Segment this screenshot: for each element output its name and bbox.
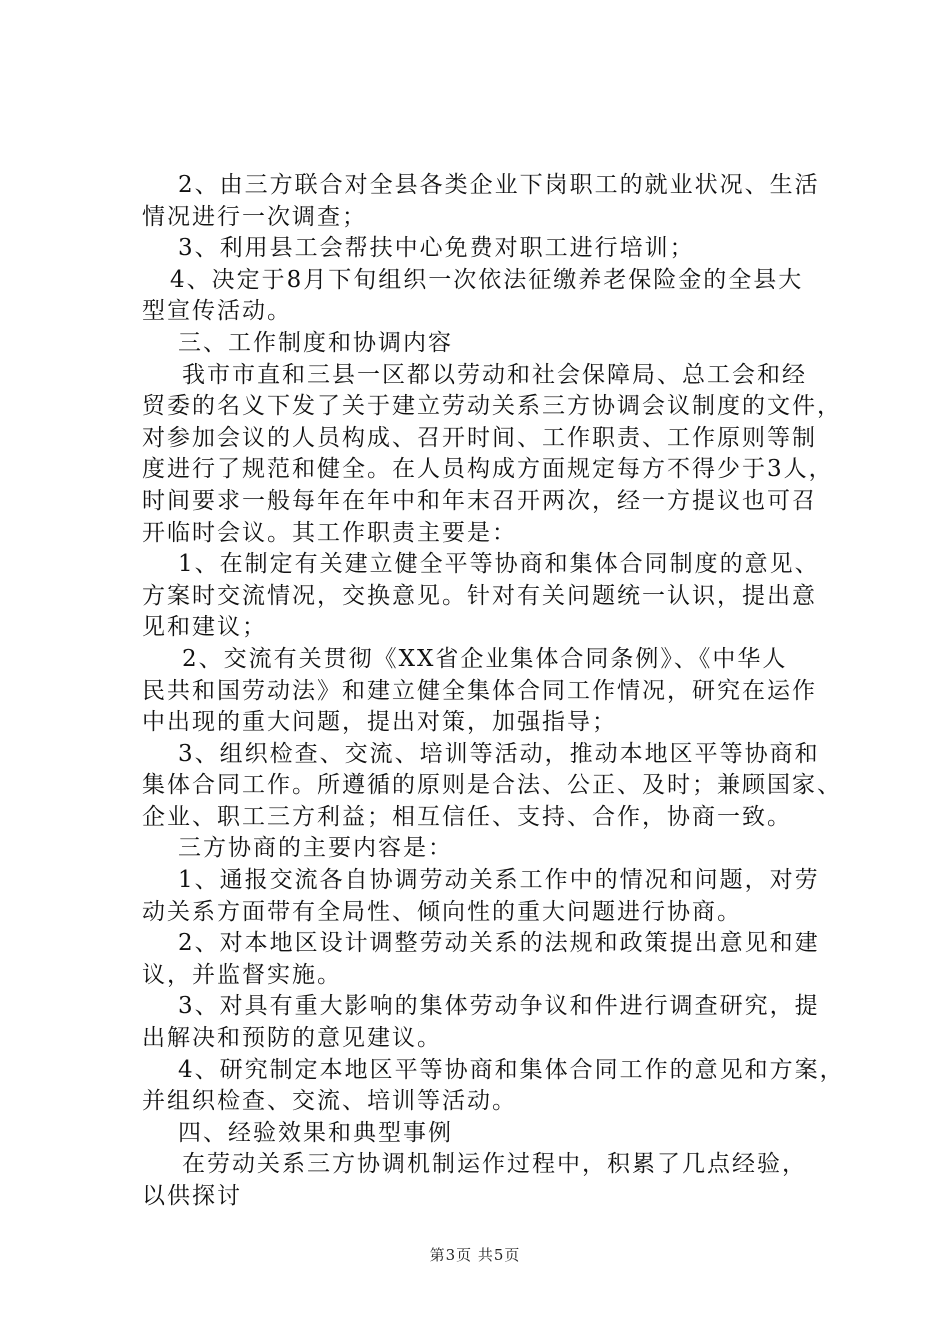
section-heading: 三、工作制度和协调内容	[178, 329, 453, 356]
text-line: 3、利用县工会帮扶中心免费对职工进行培训；	[178, 235, 695, 262]
text-line: 2、交流有关贯彻《XX省企业集体合同条例》、《中华人	[182, 645, 788, 672]
text-line: 4、决定于8月下旬组织一次依法征缴养老保险金的全县大	[170, 266, 804, 293]
text-line: 我市市直和三县一区都以劳动和社会保障局、总工会和经	[182, 361, 807, 388]
text-line: 对参加会议的人员构成、召开时间、工作职责、工作原则等制	[142, 424, 817, 451]
text-line: 时间要求一般每年在年中和年末召开两次，经一方提议也可召	[142, 487, 817, 514]
text-line: 度进行了规范和健全。在人员构成方面规定每方不得少于3人，	[142, 456, 834, 483]
page-number-footer: 第3页 共5页	[429, 1246, 521, 1264]
text-line: 方案时交流情况，交换意见。针对有关问题统一认识，提出意	[142, 582, 817, 609]
text-line: 2、由三方联合对全县各类企业下岗职工的就业状况、生活	[178, 172, 820, 198]
text-line: 动关系方面带有全局性、倾向性的重大问题进行协商。	[142, 898, 742, 925]
text-line: 以供探讨	[142, 1183, 242, 1209]
text-line: 企业、职工三方利益；相互信任、支持、合作，协商一致。	[142, 803, 792, 830]
document-body	[142, 170, 845, 1213]
text-line: 开临时会议。其工作职责主要是：	[142, 519, 517, 546]
text-line: 议，并监督实施。	[142, 961, 342, 988]
text-line: 并组织检查、交流、培训等活动。	[142, 1088, 517, 1115]
text-line: 见和建议；	[142, 614, 267, 641]
text-line: 1、在制定有关建立健全平等协商和集体合同制度的意见、	[178, 551, 820, 578]
text-line: 型宣传活动。	[142, 298, 292, 325]
text-line: 1、通报交流各自协调劳动关系工作中的情况和问题，对劳	[178, 867, 820, 894]
text-line: 3、对具有重大影响的集体劳动争议和件进行调查研究，提	[178, 993, 820, 1020]
text-line: 集体合同工作。所遵循的原则是合法、公正、及时；兼顾国家、	[142, 772, 842, 799]
text-line: 民共和国劳动法》和建立健全集体合同工作情况，研究在运作	[142, 677, 817, 704]
text-line: 2、对本地区设计调整劳动关系的法规和政策提出意见和建	[178, 930, 820, 957]
text-line: 中出现的重大问题，提出对策，加强指导；	[142, 709, 617, 736]
text-line: 在劳动关系三方协调机制运作过程中，积累了几点经验，	[182, 1151, 807, 1178]
text-line: 情况进行一次调查；	[142, 203, 367, 230]
text-line: 3、组织检查、交流、培训等活动，推动本地区平等协商和	[178, 740, 820, 767]
text-line: 出解决和预防的意见建议。	[142, 1025, 442, 1052]
text-line: 贸委的名义下发了关于建立劳动关系三方协调会议制度的文件，	[142, 393, 842, 420]
section-heading: 三方协商的主要内容是：	[178, 835, 453, 862]
section-heading: 四、经验效果和典型事例	[178, 1119, 453, 1146]
text-line: 4、研究制定本地区平等协商和集体合同工作的意见和方案，	[178, 1056, 845, 1083]
